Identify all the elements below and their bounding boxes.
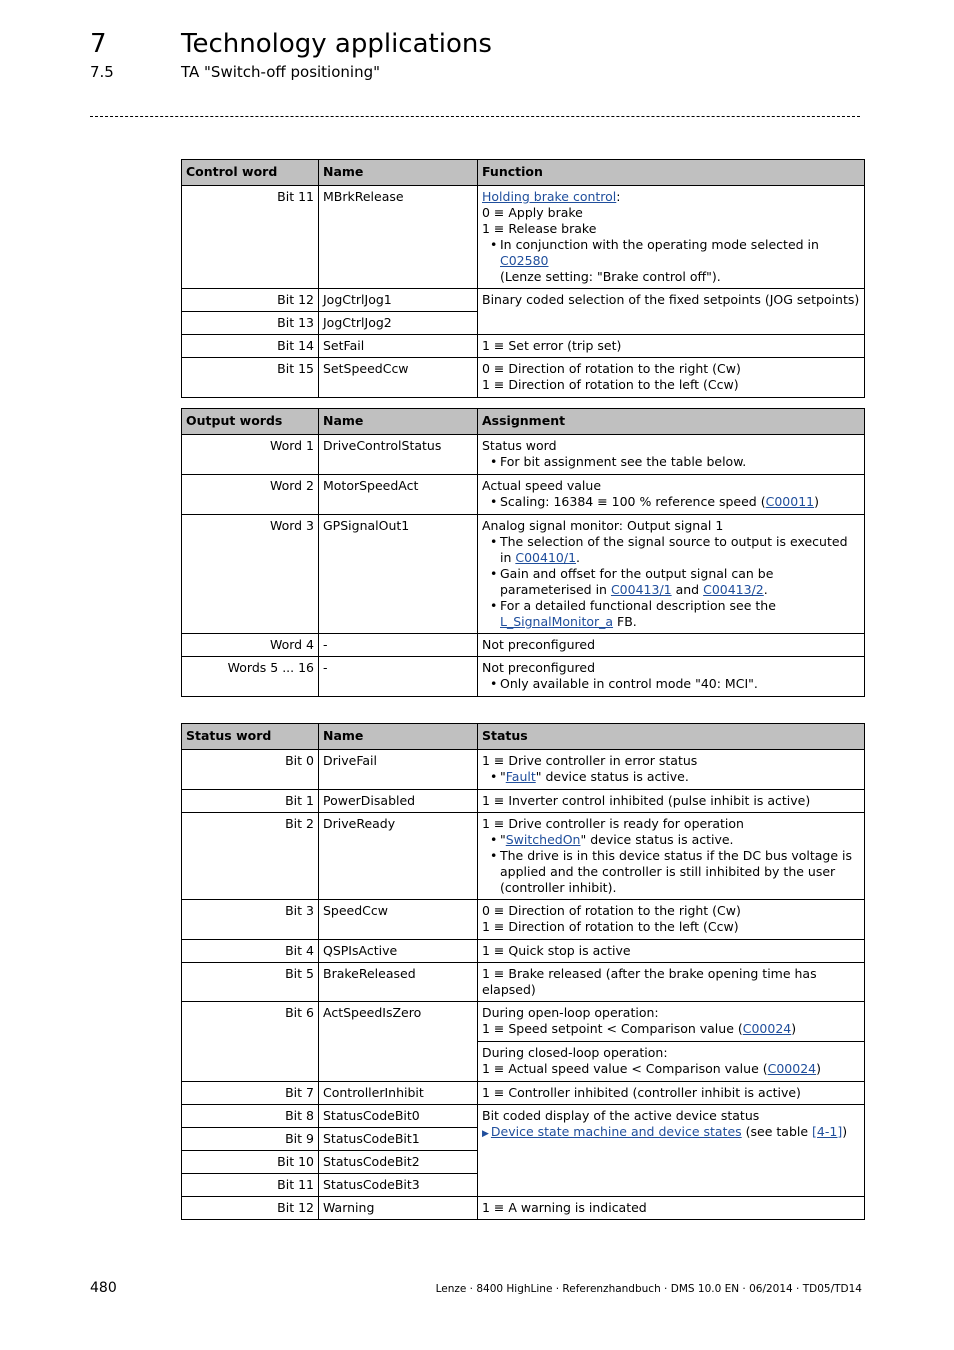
table-row	[182, 940, 865, 963]
header-cell: Control word	[182, 160, 319, 186]
signal-name: SetFail	[319, 335, 478, 358]
signal-name: -	[319, 634, 478, 657]
bit-number: Bit 7	[182, 1082, 319, 1105]
bit-number: Bit 10	[182, 1151, 319, 1174]
assignment-cell	[478, 435, 865, 475]
bit-number: Bit 14	[182, 335, 319, 358]
word-number: Word 4	[182, 634, 319, 657]
text-line: Analog signal monitor: Output signal 1	[482, 518, 724, 533]
status-cell	[478, 900, 865, 940]
signal-name: JogCtrlJog1	[319, 289, 478, 312]
table-row	[182, 1105, 865, 1128]
bullet-item: • "Fault" device status is active.	[482, 769, 860, 785]
table-row	[182, 475, 865, 515]
table-row	[182, 335, 865, 358]
chapter-number: 7	[90, 29, 107, 59]
table-row	[182, 750, 865, 790]
status-cell	[478, 1105, 865, 1197]
signal-name: Warning	[319, 1197, 478, 1220]
text-line: 1 ≡ Release brake	[482, 221, 597, 236]
header-cell: Name	[319, 160, 478, 186]
bit-number: Bit 12	[182, 289, 319, 312]
table-row	[182, 515, 865, 634]
assignment-cell	[478, 657, 865, 697]
bullet-item: • The drive is in this device status if the DC bus voltage is applied and the controller is still inhibited by the user (controller inhibit).	[482, 848, 860, 896]
table-header-row	[182, 724, 865, 750]
device-state-machine-link[interactable]: Device state machine and device states	[490, 1124, 742, 1139]
bit-number: Bit 4	[182, 940, 319, 963]
c02580-link[interactable]: C02580	[500, 253, 549, 268]
c00413-1-link[interactable]: C00413/1	[610, 582, 672, 597]
signal-name: SetSpeedCcw	[319, 358, 478, 398]
table-row	[182, 186, 865, 289]
text-line: During open-loop operation:	[482, 1005, 659, 1020]
text-line: 1 ≡ Direction of rotation to the left (Ccw)	[482, 919, 739, 934]
text-line: Actual speed value	[482, 478, 602, 493]
table-row	[182, 1082, 865, 1105]
text-line: 1 ≡ Drive controller is ready for operation	[482, 816, 744, 831]
status-word-table	[181, 723, 865, 1220]
table-row	[182, 289, 865, 312]
c00024-link[interactable]: C00024	[767, 1061, 817, 1076]
bullet-item: • Gain and offset for the output signal can be parameterised in C00413/1 and C00413/2.	[482, 566, 860, 598]
bullet-item: • The selection of the signal source to output is executed in C00410/1.	[482, 534, 860, 566]
word-number: Word 3	[182, 515, 319, 634]
section-number: 7.5	[90, 63, 114, 81]
function-cell	[478, 358, 865, 398]
header-cell: Assignment	[478, 409, 865, 435]
status-cell	[478, 1042, 865, 1082]
status-cell: 1 ≡ Controller inhibited (controller inhibit is active)	[478, 1082, 865, 1105]
signal-name: StatusCodeBit2	[319, 1151, 478, 1174]
signal-name: StatusCodeBit1	[319, 1128, 478, 1151]
signal-name: DriveReady	[319, 813, 478, 900]
bit-number: Bit 6	[182, 1002, 319, 1082]
table-header-row	[182, 160, 865, 186]
text-line: 1 ≡ Actual speed value < Comparison value (C00024)	[482, 1061, 822, 1076]
bullet-item: • In conjunction with the operating mode selected in C02580 (Lenze setting: "Brake control off").	[482, 237, 860, 285]
status-cell: 1 ≡ Quick stop is active	[478, 940, 865, 963]
signal-name: DriveFail	[319, 750, 478, 790]
signal-name: SpeedCcw	[319, 900, 478, 940]
bit-number: Bit 8	[182, 1105, 319, 1128]
bit-number: Bit 9	[182, 1128, 319, 1151]
word-number: Words 5 ... 16	[182, 657, 319, 697]
signal-name: QSPIsActive	[319, 940, 478, 963]
bit-number: Bit 5	[182, 963, 319, 1002]
header-cell: Output words	[182, 409, 319, 435]
table-row	[182, 900, 865, 940]
table-row	[182, 790, 865, 813]
header-cell: Status	[478, 724, 865, 750]
word-number: Word 1	[182, 435, 319, 475]
word-number: Word 2	[182, 475, 319, 515]
bullet-item: • Only available in control mode "40: MCI".	[482, 676, 860, 692]
bit-number: Bit 12	[182, 1197, 319, 1220]
switchedon-link[interactable]: SwitchedOn	[505, 832, 581, 847]
table-row	[182, 358, 865, 398]
header-cell: Name	[319, 409, 478, 435]
bit-number: Bit 15	[182, 358, 319, 398]
c00024-link[interactable]: C00024	[742, 1021, 792, 1036]
text-line: 1 ≡ Drive controller in error status	[482, 753, 698, 768]
status-cell: 1 ≡ A warning is indicated	[478, 1197, 865, 1220]
text-line: 1 ≡ Speed setpoint < Comparison value (C00024)	[482, 1021, 797, 1036]
status-cell: 1 ≡ Brake released (after the brake opening time has elapsed)	[478, 963, 865, 1002]
footer-text: Lenze · 8400 HighLine · Referenzhandbuch · DMS 10.0 EN · 06/2014 · TD05/TD14	[435, 1283, 862, 1295]
signal-name: MBrkRelease	[319, 186, 478, 289]
header-cell: Status word	[182, 724, 319, 750]
table-row	[182, 657, 865, 697]
bit-number: Bit 11	[182, 1174, 319, 1197]
signal-name: ActSpeedIsZero	[319, 1002, 478, 1082]
signal-name: PowerDisabled	[319, 790, 478, 813]
table-row	[182, 963, 865, 1002]
bullet-item: • Scaling: 16384 ≡ 100 % reference speed (C00011)	[482, 494, 860, 510]
bit-number: Bit 3	[182, 900, 319, 940]
status-cell: 1 ≡ Inverter control inhibited (pulse inhibit is active)	[478, 790, 865, 813]
text-line: 0 ≡ Direction of rotation to the right (Cw)	[482, 361, 741, 376]
assignment-cell: Not preconfigured	[478, 634, 865, 657]
signal-name: StatusCodeBit3	[319, 1174, 478, 1197]
section-title: TA "Switch-off positioning"	[181, 63, 380, 81]
bullet-item: • For a detailed functional description see the L_SignalMonitor_a FB.	[482, 598, 860, 630]
assignment-cell	[478, 475, 865, 515]
text-line: Not preconfigured	[482, 660, 596, 675]
table-row	[182, 634, 865, 657]
bit-number: Bit 1	[182, 790, 319, 813]
bit-number: Bit 2	[182, 813, 319, 900]
c00413-2-link[interactable]: C00413/2	[703, 582, 764, 597]
table-4-1-link[interactable]: [4-1]	[812, 1124, 843, 1139]
text-line: 0 ≡ Apply brake	[482, 205, 583, 220]
function-cell: Binary coded selection of the fixed setpoints (JOG setpoints)	[478, 289, 865, 335]
text-line: Bit coded display of the active device status	[482, 1108, 760, 1123]
holding-brake-control-link[interactable]: Holding brake control	[482, 189, 617, 204]
bullet-item: • For bit assignment see the table below.	[482, 454, 860, 470]
l-signalmonitor-a-link[interactable]: L_SignalMonitor_a	[500, 614, 614, 629]
table-row	[182, 435, 865, 475]
signal-name: ControllerInhibit	[319, 1082, 478, 1105]
function-cell	[478, 186, 865, 289]
assignment-cell	[478, 515, 865, 634]
bullet-item: • "SwitchedOn" device status is active.	[482, 832, 860, 848]
bit-number: Bit 11	[182, 186, 319, 289]
bit-number: Bit 13	[182, 312, 319, 335]
text-line: 0 ≡ Direction of rotation to the right (Cw)	[482, 903, 741, 918]
header-dashed-rule	[90, 116, 860, 117]
page-number: 480	[90, 1280, 117, 1296]
signal-name: BrakeReleased	[319, 963, 478, 1002]
table-row	[182, 1002, 865, 1042]
signal-name: JogCtrlJog2	[319, 312, 478, 335]
signal-name: StatusCodeBit0	[319, 1105, 478, 1128]
output-words-table	[181, 408, 865, 697]
function-cell: 1 ≡ Set error (trip set)	[478, 335, 865, 358]
header-cell: Function	[478, 160, 865, 186]
c00410-1-link[interactable]: C00410/1	[515, 550, 577, 565]
signal-name: GPSignalOut1	[319, 515, 478, 634]
text-line: ▶ Device state machine and device states (see table [4-1])	[482, 1124, 848, 1139]
signal-name: MotorSpeedAct	[319, 475, 478, 515]
table-row	[182, 1197, 865, 1220]
header-cell: Name	[319, 724, 478, 750]
table-row	[182, 813, 865, 900]
status-cell	[478, 1002, 865, 1042]
status-cell	[478, 750, 865, 790]
c00011-link[interactable]: C00011	[765, 494, 815, 509]
bit-number: Bit 0	[182, 750, 319, 790]
chapter-title: Technology applications	[181, 29, 492, 59]
label-colon: :	[616, 189, 621, 204]
control-word-table	[181, 159, 865, 398]
text-line: 1 ≡ Direction of rotation to the left (Ccw)	[482, 377, 739, 392]
text-line: During closed-loop operation:	[482, 1045, 668, 1060]
triangle-right-icon: ▶	[482, 1129, 489, 1139]
status-cell	[478, 813, 865, 900]
text-line: Status word	[482, 438, 557, 453]
signal-name: -	[319, 657, 478, 697]
fault-link[interactable]: Fault	[505, 769, 536, 784]
signal-name: DriveControlStatus	[319, 435, 478, 475]
table-header-row	[182, 409, 865, 435]
